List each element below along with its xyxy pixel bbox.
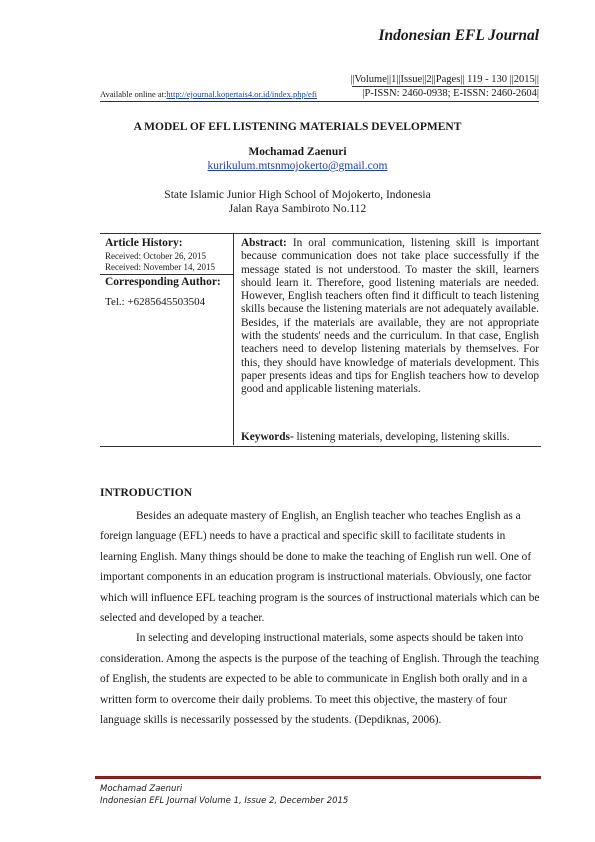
- article-history-label: Article History:: [105, 237, 183, 249]
- received-date-2: Received: November 14, 2015: [105, 262, 215, 272]
- introduction-body: [100, 506, 541, 730]
- paragraph-1: Besides an adequate mastery of English, an English teacher who teaches English as a foreign language (EFL) needs to have a practical and specific skill to facilitate students in learning English. Many things should be done to make the teaching of English run well. One of important components in an education program is instructional materials. Obviously, one factor which will influence EFL teaching program is the sources of instructional materials which can be selected and developed by a teacher.: [100, 510, 540, 625]
- abstract-text: In oral communication, listening skill is important because communication does not take place successfully if the message stated is not understood. To master the skill, learners should learn it. Therefore, good listening materials are needed. However, English teachers often find it difficult to teach listening skills because the listening materials are not adequately available. Besides, if the materials are available, they are not appropriate with the students' needs and the curriculum. In that case, English teachers need to develop listening materials by themselves. For this, they should have knowledge of materials development. This paper presents ideas and tips for English teachers how to develop good and applicable listening materials.: [241, 237, 539, 396]
- affiliation-line-2: Jalan Raya Sambiroto No.112: [228, 203, 367, 215]
- availability-prefix: Available online at:: [100, 89, 167, 99]
- keywords-label: Keywords-: [241, 431, 294, 443]
- paper-title: A MODEL OF EFL LISTENING MATERIALS DEVELOPMENT: [133, 121, 462, 133]
- section-heading-introduction: INTRODUCTION: [100, 487, 193, 499]
- author-name: Mochamad Zaenuri: [248, 146, 347, 158]
- author-email: [0, 160, 595, 172]
- corresponding-author-label: Corresponding Author:: [105, 276, 221, 288]
- header-divider-short: [352, 86, 539, 87]
- journal-title: Indonesian EFL Journal: [378, 27, 539, 44]
- volume-issue-pages: ||Volume||1||Issue||2||Pages|| 119 - 130 ||2015||: [350, 74, 539, 85]
- keywords-text: listening materials, developing, listening skills.: [293, 431, 510, 443]
- affiliation-line-1: State Islamic Junior High School of Mojokerto, Indonesia: [164, 189, 431, 201]
- corresponding-author-phone: Tel.: +6285645503504: [105, 296, 206, 308]
- author-email-link[interactable]: kurikulum.mtsnmojokerto@gmail.com: [207, 160, 388, 172]
- keywords: [241, 431, 539, 443]
- received-date-1: Received: October 26, 2015: [105, 251, 206, 261]
- paragraph-2: In selecting and developing instructional materials, some aspects should be taken into consideration. Among the aspects is the purpose of the teaching of English. Through the teaching of English, the students are expected to be able to communicate in English both orally and in a written form to overcome their daily problems. To meet this objective, the mastery of four language skills is necessarily possessed by the students. (Depdiknas, 2006).: [100, 632, 540, 727]
- journal-url-link[interactable]: http://ejournal.kopertais4.or.id/index.php/efi: [166, 89, 318, 99]
- footer-author: Mochamad Zaenuri: [100, 784, 183, 794]
- footer-rule: [95, 776, 541, 779]
- header-divider: [100, 101, 539, 102]
- footer-citation: Indonesian EFL Journal Volume 1, Issue 2, December 2015: [100, 796, 349, 806]
- abstract-label: Abstract:: [241, 237, 287, 249]
- abstract: [241, 237, 539, 397]
- availability-line: [100, 89, 317, 99]
- info-box-divider: [100, 274, 233, 275]
- issn-line: |P-ISSN: 2460-0938; E-ISSN: 2460-2604|: [362, 88, 539, 99]
